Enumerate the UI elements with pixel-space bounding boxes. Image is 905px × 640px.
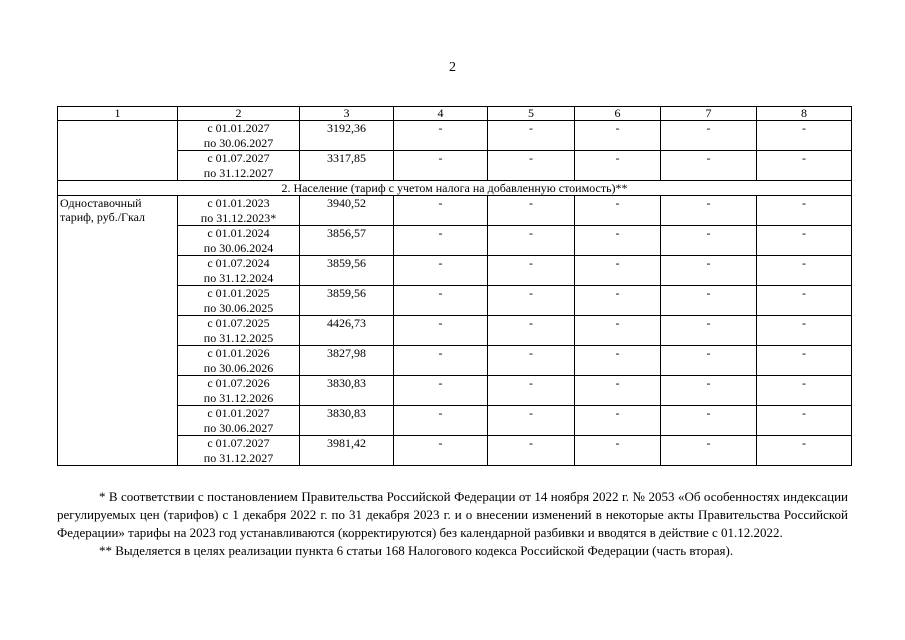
column-number: 3 bbox=[300, 107, 394, 121]
tariff-value: 3856,57 bbox=[300, 226, 394, 256]
period-end: по 31.12.2026 bbox=[203, 390, 274, 405]
period-start: с 01.01.2027 bbox=[207, 406, 270, 420]
empty-value-cell: - bbox=[757, 316, 852, 346]
empty-value-cell: - bbox=[488, 196, 575, 226]
table-row bbox=[58, 151, 852, 181]
column-number: 8 bbox=[757, 107, 852, 121]
empty-value-cell: - bbox=[575, 226, 661, 256]
column-number-row bbox=[58, 107, 852, 121]
empty-value-cell: - bbox=[575, 346, 661, 376]
empty-value-cell: - bbox=[575, 406, 661, 436]
period-end: по 30.06.2025 bbox=[203, 300, 274, 315]
tariff-value: 3317,85 bbox=[300, 151, 394, 181]
empty-value-cell: - bbox=[661, 376, 757, 406]
empty-value-cell: - bbox=[488, 121, 575, 151]
period-start: с 01.01.2027 bbox=[207, 121, 270, 135]
empty-value-cell: - bbox=[575, 256, 661, 286]
period-cell bbox=[178, 286, 300, 316]
period-end: по 30.06.2027 bbox=[203, 420, 274, 435]
period-end: по 30.06.2024 bbox=[203, 240, 274, 255]
table-row bbox=[58, 316, 852, 346]
table-row bbox=[58, 256, 852, 286]
empty-value-cell: - bbox=[661, 151, 757, 181]
table-row bbox=[58, 376, 852, 406]
empty-value-cell: - bbox=[394, 226, 488, 256]
period-end: по 30.06.2026 bbox=[203, 360, 274, 375]
empty-value-cell: - bbox=[394, 196, 488, 226]
tariff-value: 3830,83 bbox=[300, 406, 394, 436]
empty-value-cell: - bbox=[757, 436, 852, 466]
period-cell bbox=[178, 256, 300, 286]
period-cell bbox=[178, 376, 300, 406]
table-row bbox=[58, 406, 852, 436]
empty-value-cell: - bbox=[488, 226, 575, 256]
table-body bbox=[58, 107, 852, 466]
period-cell bbox=[178, 151, 300, 181]
category-cell bbox=[58, 196, 178, 466]
empty-value-cell: - bbox=[757, 376, 852, 406]
empty-value-cell: - bbox=[488, 436, 575, 466]
empty-value-cell: - bbox=[488, 151, 575, 181]
empty-value-cell: - bbox=[575, 376, 661, 406]
table-row bbox=[58, 121, 852, 151]
empty-value-cell: - bbox=[575, 316, 661, 346]
footnote-tax-code-note: ** Выделяется в целях реализации пункта 6 статьи 168 Налогового кодекса Российской Федерации (часть вторая). bbox=[99, 543, 734, 558]
category-line: тариф, руб./Гкал bbox=[60, 210, 146, 224]
table-row bbox=[58, 196, 852, 226]
empty-value-cell: - bbox=[757, 406, 852, 436]
column-number: 7 bbox=[661, 107, 757, 121]
empty-value-cell: - bbox=[661, 346, 757, 376]
empty-value-cell: - bbox=[394, 376, 488, 406]
tariff-value: 3827,98 bbox=[300, 346, 394, 376]
period-cell bbox=[178, 346, 300, 376]
tariff-table bbox=[57, 106, 852, 466]
empty-value-cell: - bbox=[661, 406, 757, 436]
period-cell bbox=[178, 121, 300, 151]
footnote-vat-note: * В соответствии с постановлением Правительства Российской Федерации от 14 ноября 2022 г. № 2053 «Об особенностях индексации регулируемых цен (тарифов) с 1 декабря 2022 г. по 31 декабря 2023 г. и о внесении изменений в некоторые акты Правительства Российской Федерации» тарифы на 2023 год устанавливаются (корректируются) без календарной разбивки и вводятся в действие с 01.12.2022. bbox=[57, 489, 848, 540]
period-start: с 01.01.2023 bbox=[207, 196, 270, 210]
section-heading-row bbox=[58, 181, 852, 196]
empty-value-cell: - bbox=[488, 316, 575, 346]
category-cell-continued bbox=[58, 121, 178, 181]
empty-value-cell: - bbox=[488, 376, 575, 406]
period-cell bbox=[178, 196, 300, 226]
period-cell bbox=[178, 316, 300, 346]
period-end: по 30.06.2027 bbox=[203, 135, 274, 150]
column-number: 6 bbox=[575, 107, 661, 121]
column-number: 2 bbox=[178, 107, 300, 121]
empty-value-cell: - bbox=[757, 286, 852, 316]
empty-value-cell: - bbox=[661, 256, 757, 286]
period-cell bbox=[178, 436, 300, 466]
column-number: 5 bbox=[488, 107, 575, 121]
empty-value-cell: - bbox=[757, 151, 852, 181]
empty-value-cell: - bbox=[575, 196, 661, 226]
period-start: с 01.07.2025 bbox=[207, 316, 270, 330]
empty-value-cell: - bbox=[661, 286, 757, 316]
period-end: по 31.12.2025 bbox=[203, 330, 274, 345]
table-row bbox=[58, 226, 852, 256]
tariff-value: 3859,56 bbox=[300, 286, 394, 316]
empty-value-cell: - bbox=[757, 226, 852, 256]
tariff-value: 4426,73 bbox=[300, 316, 394, 346]
empty-value-cell: - bbox=[757, 121, 852, 151]
empty-value-cell: - bbox=[394, 121, 488, 151]
empty-value-cell: - bbox=[757, 196, 852, 226]
period-end: по 31.12.2027 bbox=[203, 450, 274, 465]
tariff-value: 3830,83 bbox=[300, 376, 394, 406]
period-start: с 01.01.2026 bbox=[207, 346, 270, 360]
empty-value-cell: - bbox=[488, 256, 575, 286]
column-number: 1 bbox=[58, 107, 178, 121]
tariff-value: 3940,52 bbox=[300, 196, 394, 226]
empty-value-cell: - bbox=[394, 346, 488, 376]
tariff-value: 3192,36 bbox=[300, 121, 394, 151]
period-cell bbox=[178, 226, 300, 256]
period-start: с 01.07.2027 bbox=[207, 151, 270, 165]
period-start: с 01.07.2027 bbox=[207, 436, 270, 450]
period-start: с 01.07.2026 bbox=[207, 376, 270, 390]
empty-value-cell: - bbox=[394, 151, 488, 181]
footnotes bbox=[57, 488, 848, 560]
empty-value-cell: - bbox=[394, 286, 488, 316]
empty-value-cell: - bbox=[757, 256, 852, 286]
category-line: Одноставочный bbox=[60, 196, 142, 210]
table-row bbox=[58, 346, 852, 376]
empty-value-cell: - bbox=[575, 286, 661, 316]
period-end: по 31.12.2024 bbox=[203, 270, 274, 285]
empty-value-cell: - bbox=[394, 436, 488, 466]
empty-value-cell: - bbox=[394, 256, 488, 286]
period-end: по 31.12.2023* bbox=[200, 210, 277, 225]
empty-value-cell: - bbox=[488, 346, 575, 376]
empty-value-cell: - bbox=[488, 406, 575, 436]
empty-value-cell: - bbox=[575, 151, 661, 181]
table-row bbox=[58, 286, 852, 316]
empty-value-cell: - bbox=[661, 196, 757, 226]
section-title: 2. Население (тариф с учетом налога на добавленную стоимость)** bbox=[58, 181, 852, 196]
empty-value-cell: - bbox=[575, 121, 661, 151]
period-start: с 01.07.2024 bbox=[207, 256, 270, 270]
page-number: 2 bbox=[449, 60, 456, 75]
tariff-value: 3981,42 bbox=[300, 436, 394, 466]
tariff-value: 3859,56 bbox=[300, 256, 394, 286]
column-number: 4 bbox=[394, 107, 488, 121]
period-start: с 01.01.2025 bbox=[207, 286, 270, 300]
period-start: с 01.01.2024 bbox=[207, 226, 270, 240]
empty-value-cell: - bbox=[394, 406, 488, 436]
table-row bbox=[58, 436, 852, 466]
empty-value-cell: - bbox=[661, 226, 757, 256]
empty-value-cell: - bbox=[757, 346, 852, 376]
empty-value-cell: - bbox=[394, 316, 488, 346]
empty-value-cell: - bbox=[661, 121, 757, 151]
period-cell bbox=[178, 406, 300, 436]
period-end: по 31.12.2027 bbox=[203, 165, 274, 180]
empty-value-cell: - bbox=[575, 436, 661, 466]
empty-value-cell: - bbox=[661, 316, 757, 346]
empty-value-cell: - bbox=[661, 436, 757, 466]
empty-value-cell: - bbox=[488, 286, 575, 316]
